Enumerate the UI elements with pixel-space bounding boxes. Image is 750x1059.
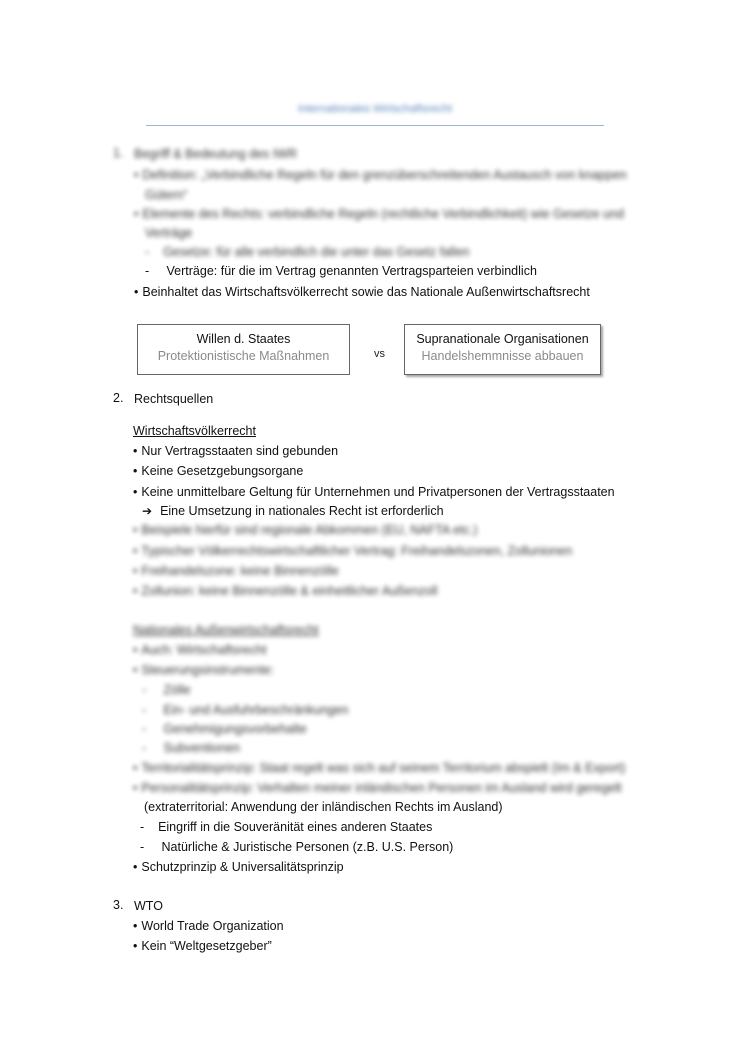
s2-bullet-5-text: Typischer Völkerrechtswirtschaftlicher Vertrag: Freihandelszonen, Zollunionen [141, 544, 573, 558]
section-2-heading: Rechtsquellen [134, 392, 214, 406]
s2-nat-bullet-3-text: Territorialitätsprinzip: Staat regelt was sich auf seinem Territorium abspielt (Im & Export) [141, 761, 626, 775]
s2-bullet-7-text: Zollunion: keine Binnenzölle & einheitlicher Außenzoll [141, 584, 438, 598]
s2-nat-bullet-4-cont: (extraterritorial: Anwendung der inländischen Rechts im Ausland) [144, 800, 503, 814]
s2-bullet-5 [133, 543, 572, 559]
s2-arrow-text: Eine Umsetzung in nationales Recht ist erforderlich [160, 504, 444, 518]
arrow-right-icon: ➔ [142, 504, 153, 518]
s2-nat-bullet-1-text: Auch: Wirtschaftsrecht [141, 643, 267, 657]
s2-bullet-1 [133, 443, 338, 459]
s2-nat-bullet-4 [133, 780, 622, 796]
s2-arrow-line [142, 503, 444, 519]
s2-nat-dash-2-text: Ein- und Ausfuhrbeschränkungen [163, 703, 349, 717]
s1-dash-gesetze: - Gesetze: für alle verbindlich die unter das Gesetz fallen [145, 245, 470, 259]
s2-nat-bullet-2 [133, 662, 274, 678]
versus-label: vs [374, 348, 385, 360]
s2-bullet-2 [133, 463, 303, 479]
s2-nat-bullet-5 [133, 859, 344, 875]
s1-bullet-beinhaltet [134, 284, 590, 300]
s2-bullet-3 [133, 484, 615, 500]
s2-bullet-7 [133, 583, 437, 599]
s2-bullet-3-text: Keine unmittelbare Geltung für Unternehmen und Privatpersonen der Vertragsstaaten [141, 485, 615, 499]
s2-bullet-2-text: Keine Gesetzgebungsorgane [141, 464, 304, 478]
s2-nat-dash-4: - Subventionen [142, 741, 240, 755]
box-supranationale [404, 324, 601, 375]
box-right-subtitle: Handelshemmnisse abbauen [421, 349, 584, 363]
s3-bullet-2-text: Kein “Weltgesetzgeber” [141, 939, 272, 953]
s2-nat-dash-personen: - Natürliche & Juristische Personen (z.B. U.S. Person) [140, 840, 454, 854]
section-1-heading: Begriff & Bedeutung des IWR [134, 147, 298, 161]
section-3-number: 3. [113, 898, 124, 912]
s3-bullet-2 [133, 938, 272, 954]
s1-dash-vertraege-text: Verträge: für die im Vertrag genannten Vertragsparteien verbindlich [166, 264, 537, 278]
section-3-heading: WTO [134, 899, 163, 913]
s2-nat-bullet-2-text: Steuerungsinstrumente: [141, 663, 275, 677]
s3-bullet-1-text: World Trade Organization [141, 919, 284, 933]
s1-dash-gesetze-text: Gesetze: für alle verbindlich die unter das Gesetz fallen [163, 245, 470, 259]
s1-bullet-elements [134, 206, 624, 222]
s1-bullet-elements-text: Elemente des Rechts: verbindliche Regeln (rechtliche Verbindlichkeit) wie Gesetze und [142, 207, 624, 221]
s1-bullet-definition-text: Definition: „Verbindliche Regeln für den grenzüberschreitenden Austausch von knappen [142, 168, 627, 182]
s2-nat-dash-3: - Genehmigungsvorbehalte [142, 722, 307, 736]
document-title: Internationales Wirtschaftsrecht [297, 103, 453, 115]
s2-nat-dash-eingriff-text: Eingriff in die Souveränität eines anderen Staates [158, 820, 433, 834]
s2-bullet-4 [133, 522, 477, 538]
box-right-title: Supranationale Organisationen [416, 332, 589, 346]
s2-bullet-1-text: Nur Vertragsstaaten sind gebunden [141, 444, 339, 458]
s2-nat-bullet-5-text: Schutzprinzip & Universalitätsprinzip [141, 860, 344, 874]
box-left-title: Willen d. Staates [196, 332, 291, 346]
s1-dash-vertraege: - Verträge: für die im Vertrag genannten Vertragsparteien verbindlich [145, 264, 537, 278]
s2-nat-dash-2: - Ein- und Ausfuhrbeschränkungen [142, 703, 349, 717]
s2-bullet-6-text: Freihandelszone: keine Binnenzölle [141, 564, 339, 578]
s3-bullet-1 [133, 918, 284, 934]
section-2-number: 2. [113, 391, 124, 405]
s2-nat-dash-personen-text: Natürliche & Juristische Personen (z.B. U.S. Person) [161, 840, 454, 854]
title-divider [146, 125, 604, 126]
s1-bullet-beinhaltet-text: Beinhaltet das Wirtschaftsvölkerrecht sowie das Nationale Außenwirtschaftsrecht [142, 285, 590, 299]
s2-bullet-6 [133, 563, 339, 579]
s2-bullet-4-text: Beispiele hierfür sind regionale Abkommen (EU, NAFTA etc.) [141, 523, 478, 537]
s2-nat-dash-3-text: Genehmigungsvorbehalte [163, 722, 307, 736]
s1-bullet-definition [134, 167, 627, 183]
box-left-subtitle: Protektionistische Maßnahmen [157, 349, 330, 363]
s2-nat-bullet-4-text: Personalitätsprinzip: Verhalten meiner inländischen Personen im Ausland wird geregelt [141, 781, 622, 795]
section-1-number: 1. [113, 146, 124, 160]
subheading-wirtschaftsvoelkerrecht: Wirtschaftsvölkerrecht [133, 424, 256, 438]
subheading-nationales-aussenwirtschaftsrecht: Nationales Außenwirtschaftsrecht [133, 623, 319, 637]
s2-nat-bullet-3 [133, 760, 625, 776]
s2-nat-dash-1-text: Zölle [163, 683, 191, 697]
s2-nat-bullet-1 [133, 642, 266, 658]
s2-nat-dash-4-text: Subventionen [163, 741, 240, 755]
s1-bullet-elements-cont: Verträge [145, 226, 193, 240]
s2-nat-dash-eingriff: - Eingriff in die Souveränität eines anderen Staates [140, 820, 433, 834]
box-willen-staates [137, 324, 350, 375]
s1-bullet-definition-cont: Gütern“ [145, 188, 188, 202]
s2-nat-dash-1: - Zölle [142, 683, 191, 697]
